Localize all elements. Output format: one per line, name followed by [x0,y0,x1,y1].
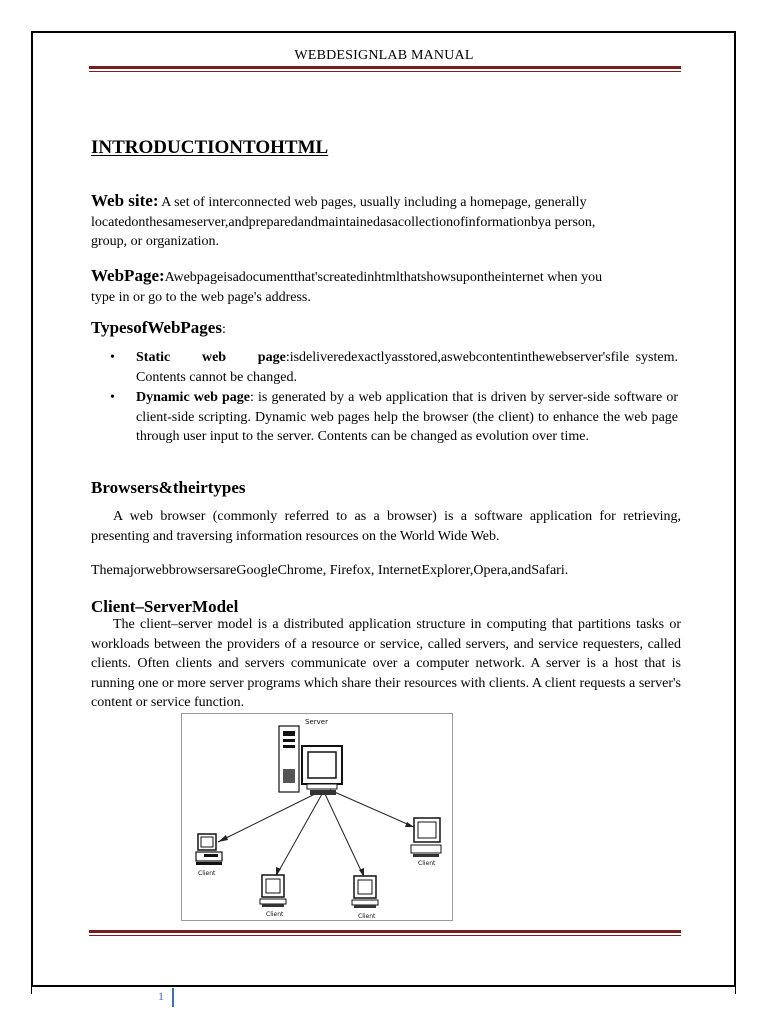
client-computer-icon [352,876,378,908]
client-label: Client [418,860,436,867]
static-text: :isdeliveredexactlyasstored,aswebcontentinthewebserver'sfile system. Contents cannot be changed. [136,350,678,385]
types-heading [91,318,226,338]
website-line-1: A set of interconnected web pages, usually including a homepage, generally [161,195,587,210]
webpage-line-1: Awebpageisadocumentthat'screatedinhtmlthatshowsupontheinternet when you [164,270,603,285]
web-page-types-list [110,348,678,448]
webpage-definition [91,266,681,307]
dynamic-text: : is generated by a web application that is driven by server-side software or client-side scripting. Dynamic web pages help the browser (the client) to enhance the web page through user input to the server. Contents can be changed as evolution over time. [136,390,678,444]
static-term: Static web page [136,350,286,365]
header-rule [89,66,681,72]
network-diagram [182,714,452,920]
footer-tick-left [31,986,32,994]
webpage-term: WebPage: [91,266,165,285]
client-computer-icon [411,818,441,857]
page-number-bar [172,988,174,1007]
major-browsers-line: ThemajorwebbrowsersareGoogleChrome, Firefox, InternetExplorer,Opera,andSafari. [91,563,569,578]
website-line-2: locatedonthesameserver,andpreparedandmaintainedasacollectionofinformationbya person, [91,214,596,230]
client-server-diagram [181,713,453,921]
dynamic-term: Dynamic web page [136,390,251,405]
footer-rule [89,930,681,936]
website-definition [91,191,681,252]
types-heading-colon: : [221,322,226,337]
client-label: Client [266,911,284,918]
browsers-paragraph: A web browser (commonly referred to as a browser) is a software application for retrieving, presenting and traversing information resources on the World Wide Web. [91,509,681,544]
client-computer-icon [196,834,222,865]
page-title: INTRODUCTIONTOHTML [91,137,329,158]
types-heading-text: TypesofWebPages [91,318,222,337]
browsers-heading: Browsers&theirtypes [91,478,246,497]
client-server-heading: Client–ServerModel [91,597,239,616]
page-number: 1 [158,989,164,1003]
list-item [110,348,678,387]
bullet-icon: • [110,350,115,365]
page-bottom-border [31,985,736,987]
footer-tick-right [735,986,736,994]
header-title: WEBDESIGNLAB MANUAL [294,48,474,63]
webpage-line-2: type in or go to the web page's address. [91,289,311,305]
client-label: Client [358,913,376,920]
website-line-3: group, or organization. [91,234,220,249]
server-tower-icon [279,726,299,792]
client-server-paragraph: The client–server model is a distributed application structure in computing that partitions tasks or workloads between the providers of a resource or service, called servers, and service requesters, called clients. Often clients and servers communicate over a computer network. A server is a host that is running one or more server programs which share their resources with clients. A client requests a server's content or service function. [91,617,681,710]
client-label: Client [198,870,216,877]
server-label: Server [305,718,328,726]
connection-lines [218,790,414,877]
bullet-icon: • [110,390,115,405]
server-monitor-icon [302,746,342,795]
website-term: Web site: [91,191,159,210]
client-computer-icon [260,875,286,907]
list-item [110,388,678,447]
